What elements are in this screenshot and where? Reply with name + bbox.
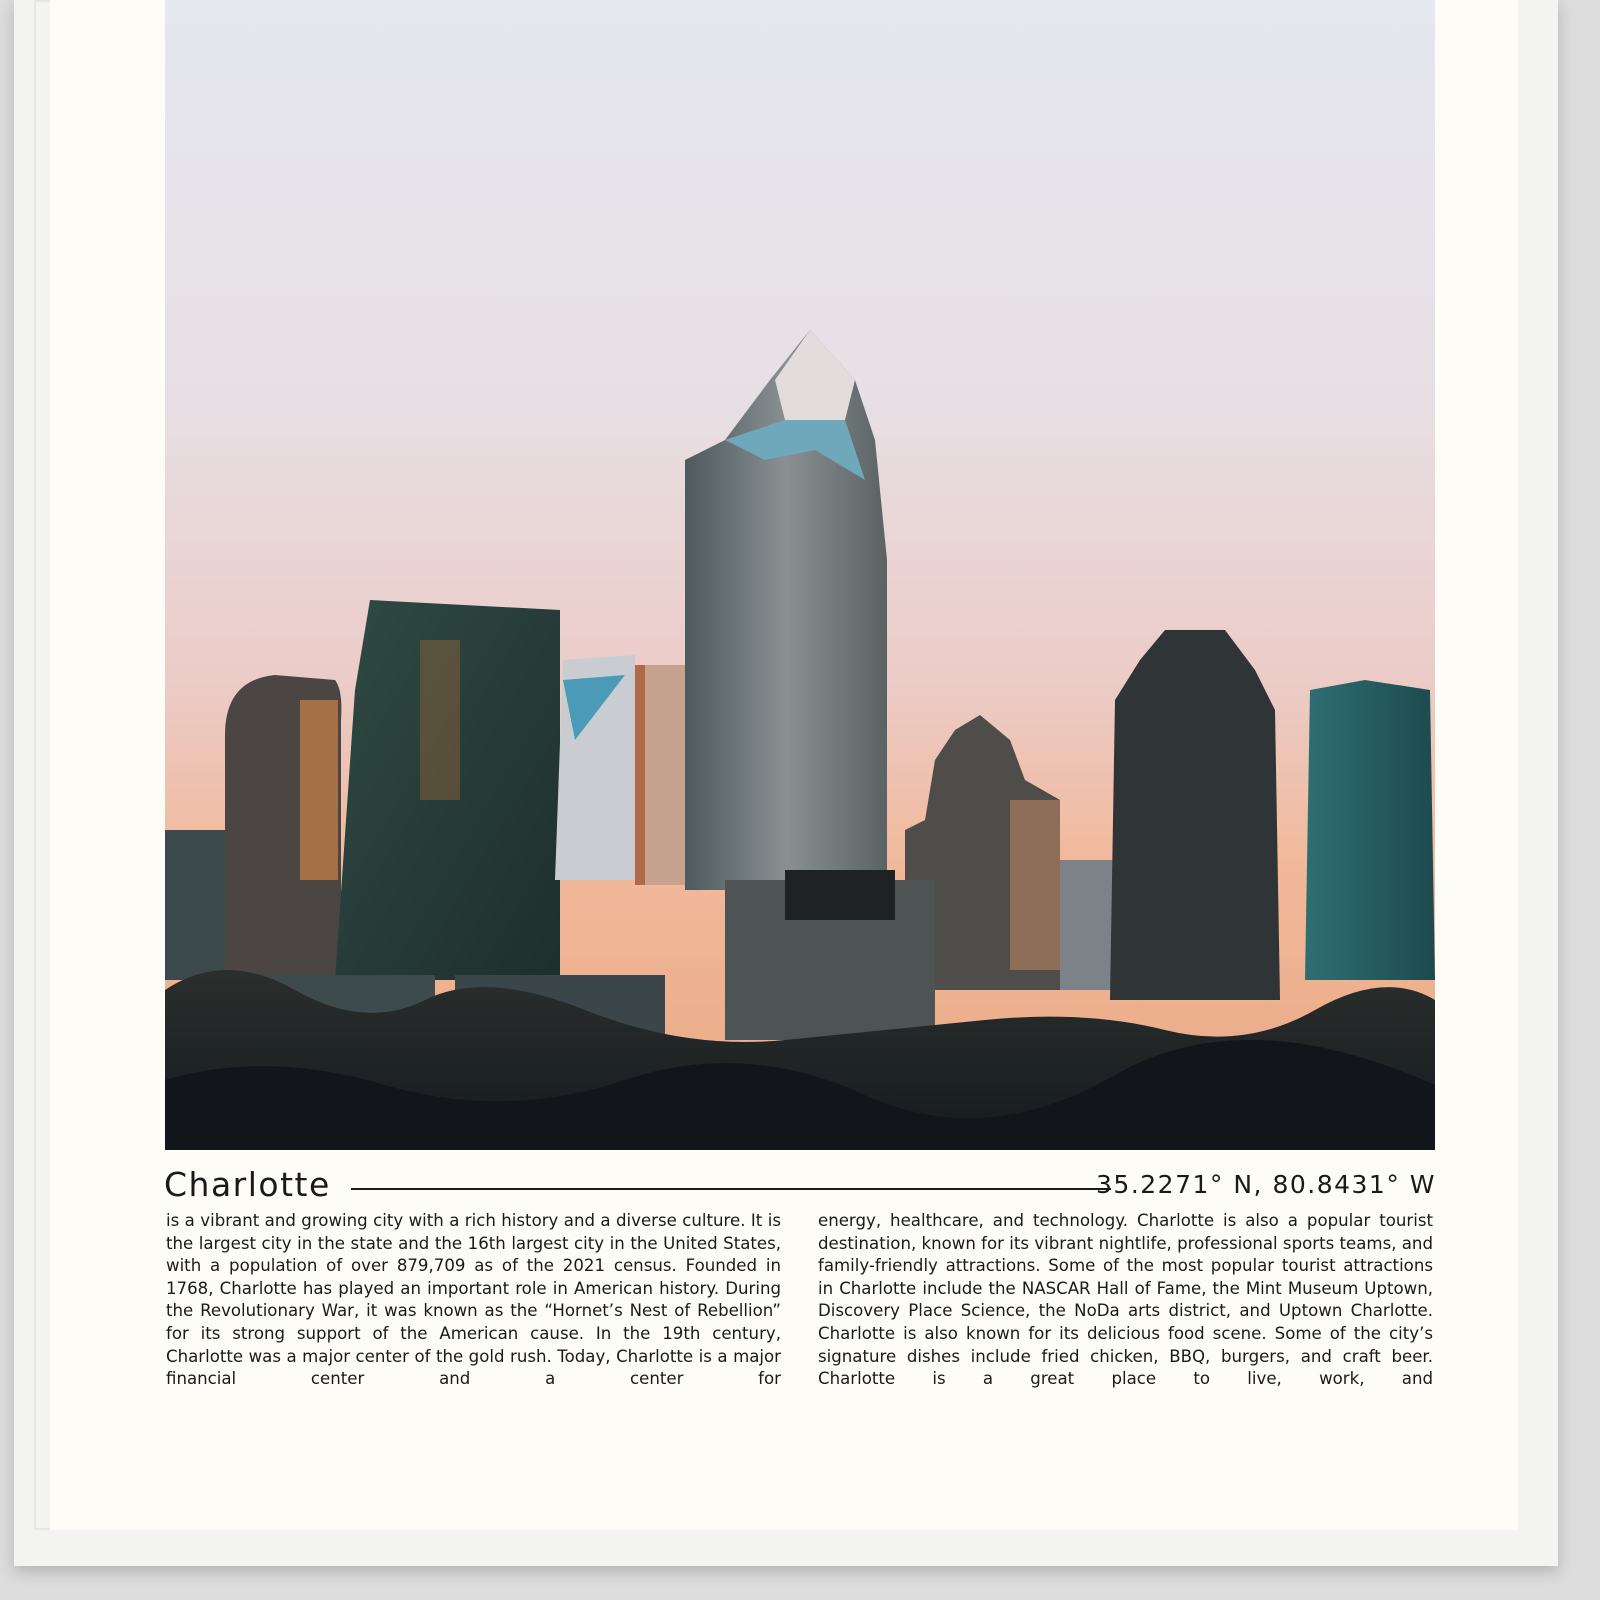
building-dark-right bbox=[1110, 630, 1280, 1000]
building-far-left bbox=[165, 830, 235, 980]
skyline-photo bbox=[165, 0, 1435, 1150]
title-row bbox=[164, 1165, 1436, 1205]
building-teal-right bbox=[1305, 680, 1435, 980]
building-pale-slim bbox=[645, 665, 685, 885]
building-left-glow bbox=[300, 700, 338, 880]
coordinates: 35.2271° N, 80.8431° W bbox=[1096, 1170, 1436, 1199]
city-name: Charlotte bbox=[164, 1165, 331, 1204]
building-stepped-glow bbox=[1010, 800, 1060, 970]
description-left: is a vibrant and growing city with a rich history and a diverse culture. It is the largest city in the state and the 16th largest city in the United States, with a population of over 879,709 as of the 2021 census. Founded in 1768, Charlotte has played an important role in American history. During the Revolutionary War, it was known as the “Hornet’s Nest of Rebellion” for its strong support of the American cause. In the 19th century, Charlotte was a major center of the gold rush. Today, Charlotte is a major financial center and a center for bbox=[166, 1211, 781, 1389]
building-low-block-4 bbox=[785, 870, 895, 920]
title-divider bbox=[351, 1188, 1111, 1190]
building-green-glow bbox=[420, 640, 460, 800]
description-right: energy, healthcare, and technology. Charlotte is also a popular tourist destination, known for its vibrant nightlife, professional sports teams, and family-friendly attractions. Some of the most popular tourist attractions in Charlotte include the NASCAR Hall of Fame, the Mint Museum Uptown, Discovery Place Science, the NoDa arts district, and Uptown Charlotte. Charlotte is also known for its delicious food scene. Some of the city’s signature dishes include fried chicken, BBQ, burgers, and craft beer. Charlotte is a great place to live, work, and bbox=[818, 1211, 1433, 1389]
